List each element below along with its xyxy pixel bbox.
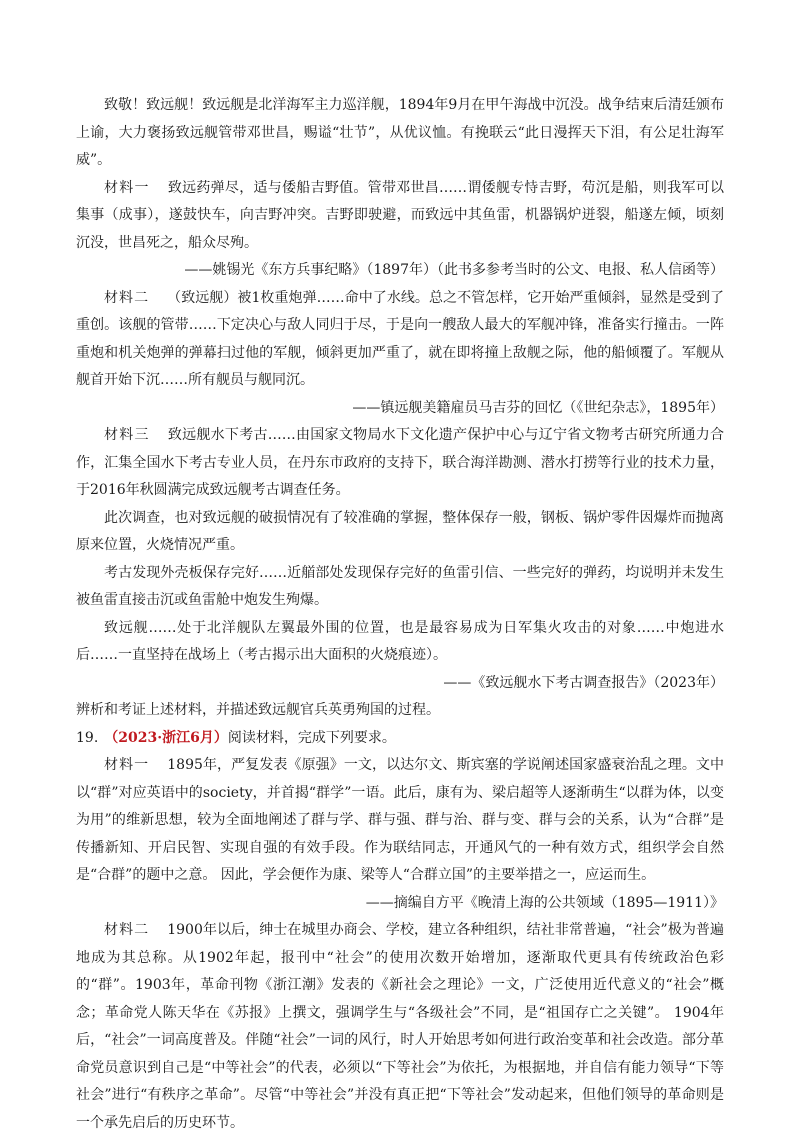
question-source-tag: （2023·浙江6月） <box>104 729 228 746</box>
material-2-label: 材料二 <box>104 289 150 306</box>
material-3-paragraph <box>76 422 724 505</box>
material-3-paragraph-4: 致远舰……处于北洋舰队左翼最外围的位置，也是最容易成为日军集火攻击的对象……中炮进水后……一直坚持在战场上（考古揭示出大面积的火烧痕迹）。 <box>76 619 724 663</box>
material-3-label: 材料三 <box>104 427 150 443</box>
material-1-source: ——姚锡光《东方兵事纪略》（1897年）（此书多参考当时的公文、电报、私人信函等） <box>184 262 724 278</box>
intro-paragraph: 致敬！致远舰！致远舰是北洋海军主力巡洋舰，1894年9月在甲午海战中沉没。战争结束后清廷颁布上谕，大力褒扬致远舰管带邓世昌，赐谥“壮节”，从优议恤。有挽联云“此日漫挥天下泪，有公足壮海军威”。 <box>76 97 724 168</box>
material-3-paragraph-3: 考古发现外壳板保存完好……近艏部处发现保存完好的鱼雷引信、一些完好的弹药，均说明并未发生被鱼雷直接击沉或鱼雷舱中炮发生殉爆。 <box>76 564 724 608</box>
material-2-paragraph <box>76 285 724 395</box>
question-prompt: 阅读材料，完成下列要求。 <box>227 729 396 746</box>
q19-material-1-text: 1895年，严复发表《原强》一文，以达尔文、斯宾塞的学说阐述国家盛衰治乱之理。文中以“群”对应英语中的society，并首揭“群学”一语。此后，康有为、梁启超等人逐渐萌生“以群为体，以变为用”的维新思想，较为全面地阐述了群与学、群与强、群与治、群与变、群与会的关系，认为“合群”是传播新知、开启民智、实现自强的有效手段。作为联结同志，开通风气的一种有效方式，组织学会自然是“合群”的题中之意。 因此，学会便作为康、梁等人“合群立国”的主要举措之一，应运而生。 <box>76 757 724 883</box>
document-body <box>76 92 724 1137</box>
material-1-paragraph <box>76 175 724 258</box>
q19-material-1-source: ——摘编自方平《晚清上海的公共领域（1895—1911）》 <box>365 894 724 911</box>
q19-material-1-paragraph <box>76 752 724 890</box>
question-number: 19. <box>76 729 99 746</box>
q19-material-2-paragraph <box>76 917 724 1137</box>
material-3-source: ——《致远舰水下考古调查报告》（2023年） <box>443 674 724 691</box>
question-19-header <box>76 725 724 753</box>
material-2-source: ——镇远舰美籍雇员马吉芬的回忆（《世纪杂志》，1895年） <box>352 399 724 416</box>
material-1-label: 材料一 <box>104 179 150 196</box>
material-3-text: 致远舰水下考古……由国家文物局水下文化遗产保护中心与辽宁省文物考古研究所通力合作，汇集全国水下考古专业人员，在丹东市政府的支持下，联合海洋勘测、潜水打捞等行业的技术力量，于2016年秋圆满完成致远舰考古调查任务。 <box>76 427 725 498</box>
q19-material-1-label: 材料一 <box>104 757 150 773</box>
q19-material-2-label: 材料二 <box>104 922 150 938</box>
material-2-text: （致远舰）被1枚重炮弹……命中了水线。总之不管怎样，它开始严重倾斜，显然是受到了重创。该舰的管带……下定决心与敌人同归于尽，于是向一艘敌人最大的军舰冲锋，准备实行撞击。一阵重炮和机关炮弹的弹幕扫过他的军舰，倾斜更加严重了，就在即将撞上敌舰之际，他的船倾覆了。军舰从舰首开始下沉……所有舰员与舰同沉。 <box>76 289 725 388</box>
material-3-paragraph-2: 此次调查，也对致远舰的破损情况有了较准确的掌握，整体保存一般，钢板、锅炉零件因爆炸而抛离原来位置，火烧情况严重。 <box>76 509 724 553</box>
q19-material-2-text: 1900年以后，绅士在城里办商会、学校，建立各种组织，结社非常普遍，“社会”极为普遍地成为其总称。从1902年起，报刊中“社会”的使用次数开始增加，逐渐取代更具有传统政治色彩的“群”。1903年，革命刊物《浙江潮》发表的《新社会之理论》一文，广泛使用近代意义的“社会”概念；革命党人陈天华在《苏报》上撰文，强调学生与“各级社会”不同，是“祖国存亡之关键”。 1904年后，“社会”一词高度普及。伴随“社会”一词的风行，时人开始思考如何进行政治变革和社会改造。部分革命党员意识到自己是“中等社会”的代表，必须以“下等社会”为依托，为根据地，并自信有能力领导“下等社会”进行“有秩序之革命”。尽管“中等社会”并没有真正把“下等社会”发动起来，但他们领导的革命则是一个承先启后的历史环节。 <box>76 922 724 1131</box>
task-prompt: 辨析和考证上述材料，并描述致远舰官兵英勇殉国的过程。 <box>76 702 440 718</box>
material-1-text: 致远药弹尽，适与倭船吉野值。管带邓世昌……谓倭舰专恃吉野，苟沉是船，则我军可以集事（成事），遂鼓快车，向吉野冲突。吉野即驶避，而致远中其鱼雷，机器锅炉迸裂，船遂左倾，顷刻沉没，世昌死之，船众尽殉。 <box>76 179 725 251</box>
